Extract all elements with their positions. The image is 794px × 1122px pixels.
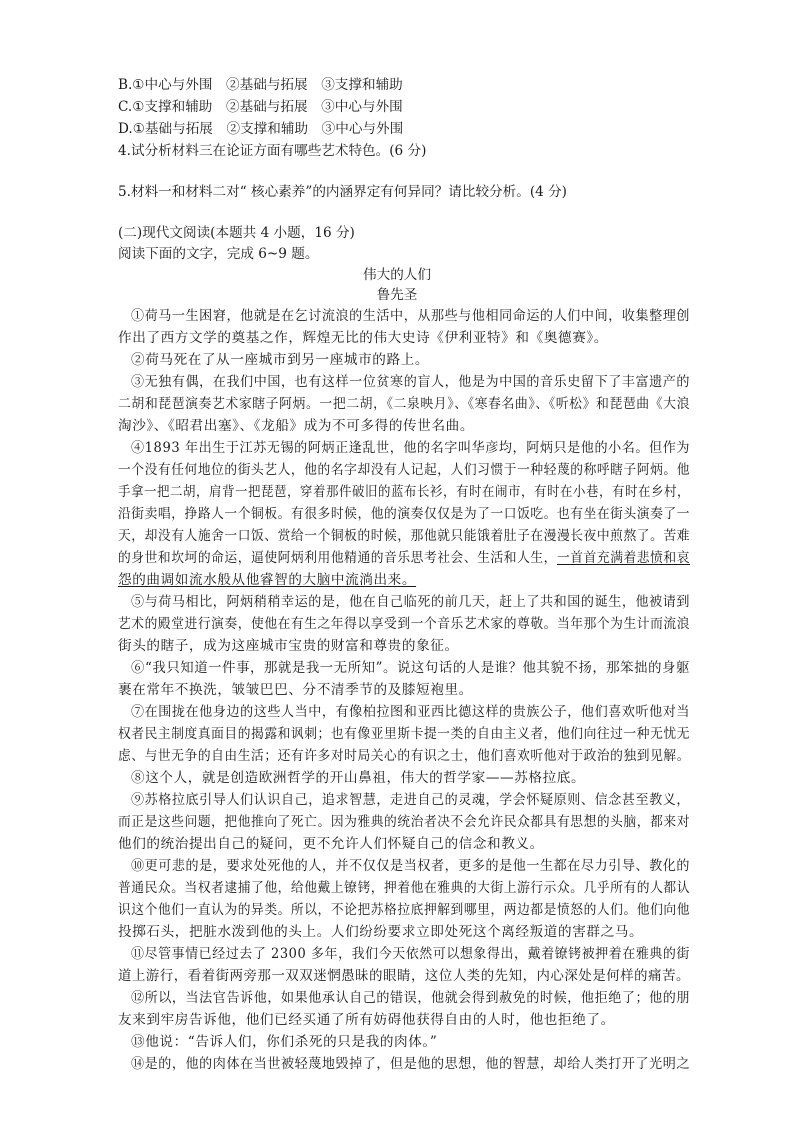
para-4-line-6 bbox=[118, 548, 690, 568]
para-7-line-1: ⑦在围拢在他身边的这些人当中，有像柏拉图和亚西比德这样的贵族公子，他们喜欢听他对当 bbox=[131, 704, 691, 720]
para-10-line-4: 投掷石头，把脏水泼到他的头上。人们纷纷要求立即处死这个离经叛道的害群之马。 bbox=[118, 924, 644, 940]
para-11-line-2: 道上游行，看着街两旁那一双双迷惘愚昧的眼睛，这位人类的先知，内心深处是何样的痛苦。 bbox=[118, 968, 691, 984]
para-6-line-1: ⑥“我只知道一件事，那就是我一无所知”。说这句话的人是谁？他其貌不扬，那笨拙的身躯 bbox=[131, 660, 690, 676]
para-3-line-3: 淘沙》、《昭君出塞》、《龙船》成为不可多得的传世名曲。 bbox=[118, 418, 475, 434]
para-4-line-5: 天，却没有人施舍一口饭、赏给一个铜板的时候，那他就只能饿着肚子在漫漫长夜中煎熬了。苦难 bbox=[118, 528, 690, 544]
option-b: B.①中心与外围 ②基础与拓展 ③支撑和辅助 bbox=[118, 77, 403, 93]
para-5-line-3: 街头的瞎子，成为这座城市宝贵的财富和尊贵的象征。 bbox=[118, 638, 459, 654]
para-4-line-2: 一个没有任何地位的街头艺人，他的名字却没有人记起，人们习惯于一种轻蔑的称呼瞎子阿炳。他 bbox=[118, 462, 690, 478]
para-8-line-1: ⑧这个人，就是创造欧洲哲学的开山鼻祖，伟大的哲学家——苏格拉底。 bbox=[131, 770, 586, 786]
option-d: D.①基础与拓展 ②支撑和辅助 ③中心与外围 bbox=[118, 121, 404, 137]
para-4-plain-text: 的身世和坎坷的命运，逼使阿炳利用他精通的音乐思考社会、生活和人生， bbox=[118, 550, 557, 566]
para-13-line-1: ⑬他说：“告诉人们，你们杀死的只是我的肉体。” bbox=[131, 1034, 438, 1050]
para-3-line-1: ③无独有偶，在我们中国，也有这样一位贫寒的盲人，他是为中国的音乐史留下了丰富遗产的 bbox=[131, 374, 691, 390]
para-10-line-3: 识这个他们一直认为的异类。所以，不论把苏格拉底押解到哪里，两边都是愤怒的人们。他们向他 bbox=[118, 902, 690, 918]
para-9-line-1: ⑨苏格拉底引导人们认识自己，追求智慧，走进自己的灵魂，学会怀疑原则、信念甚至教义， bbox=[131, 792, 691, 808]
question-4: 4.试分析材料三在论证方面有哪些艺术特色。(6 分) bbox=[118, 143, 427, 159]
para-10-line-1: ⑩更可悲的是，要求处死他的人，并不仅仅是当权者，更多的是他一生都在尽力引导、教化的 bbox=[131, 858, 691, 874]
para-9-line-3: 他们的统治提出自己的疑问，更不允许人们怀疑自己的信念和教义。 bbox=[118, 836, 544, 852]
para-9-line-2: 而正是这些问题，把他推向了死亡。因为雅典的统治者决不会允许民众都具有思想的头脑，都来对 bbox=[118, 814, 690, 830]
para-10-line-2: 普通民众。当权者逮捕了他，给他戴上镣铐，押着他在雅典的大街上游行示众。几乎所有的人都认 bbox=[118, 880, 690, 896]
para-2-line-1: ②荷马死在了从一座城市到另一座城市的路上。 bbox=[131, 352, 430, 368]
para-5-line-2: 艺术的殿堂进行演奏，使他在有生之年得以享受到一个音乐艺术家的尊敬。当年那个为生计而流浪 bbox=[118, 616, 690, 632]
para-7-line-2: 权者民主制度真面目的揭露和讽刺；也有像亚里斯卡提一类的自由主义者，他们向往过一种无忧无 bbox=[118, 726, 690, 742]
para-4-line-4: 沿街卖唱，挣路人一个铜板。有很多时候，他的演奏仅仅是为了一口饭吃。也有坐在街头演奏了一 bbox=[118, 506, 690, 522]
para-1-line-2: 作出了西方文学的奠基之作，辉煌无比的伟大史诗《伊利亚特》和《奥德赛》。 bbox=[118, 330, 608, 346]
option-c: C.①支撑和辅助 ②基础与拓展 ③中心与外围 bbox=[118, 99, 403, 115]
para-4-line-1: ④1893 年出生于江苏无锡的阿炳正逢乱世，他的名字叫华彦均，阿炳只是他的小名。但作为 bbox=[131, 440, 691, 456]
para-7-line-3: 虑、与世无争的自由生活；还有许多对时局关心的有识之士，他们喜欢听他对于政治的独到见解。 bbox=[118, 748, 690, 764]
para-4-underlined-text: 一首首充满着悲愤和哀 bbox=[556, 550, 691, 566]
para-3-line-2: 二胡和琵琶演奏艺术家瞎子阿炳。一把二胡，《二泉映月》、《寒春名曲》、《听松》和琵琶曲《大浪 bbox=[118, 396, 691, 412]
para-1-line-1: ①荷马一生困窘，他就是在乞讨流浪的生活中，从那些与他相同命运的人们中间，收集整理创 bbox=[131, 308, 691, 324]
para-14-line-1: ⑭是的，他的肉体在当世被轻蔑地毁掉了，但是他的思想，他的智慧，却给人类打开了光明之 bbox=[131, 1056, 691, 1072]
article-title: 伟大的人们 bbox=[363, 267, 431, 283]
section-instruction: 阅读下面的文字，完成 6~9 题。 bbox=[118, 246, 319, 262]
para-11-line-1: ⑪尽管事情已经过去了 2300 多年，我们今天依然可以想象得出，戴着镣铐被押着在雅典的街 bbox=[131, 946, 691, 962]
para-12-line-1: ⑫所以，当法官告诉他，如果他承认自己的错误，他就会得到赦免的时候，他拒绝了；他的朋 bbox=[131, 990, 691, 1006]
para-5-line-1: ⑤与荷马相比，阿炳稍稍幸运的是，他在自己临死的前几天，赶上了共和国的诞生，他被请到 bbox=[131, 594, 691, 610]
para-4-underlined-line: 怨的曲调如流水般从他睿智的大脑中流淌出来。 bbox=[118, 572, 417, 588]
section-heading: (二)现代文阅读(本题共 4 小题，16 分) bbox=[118, 225, 355, 241]
question-5: 5.材料一和材料二对“ 核心素养”的内涵界定有何异同？请比较分析。(4 分) bbox=[118, 184, 567, 200]
para-6-line-2: 裹在常年不换洗，皱皱巴巴、分不清季节的及膝短袍里。 bbox=[118, 682, 473, 698]
article-author: 鲁先圣 bbox=[376, 287, 418, 303]
para-4-line-3: 手拿一把二胡，肩背一把琵琶，穿着那件破旧的蓝布长衫，有时在闹市，有时在小巷，有时在乡村， bbox=[118, 484, 691, 500]
para-12-line-2: 友来到牢房告诉他，他们已经买通了所有妨碍他获得自由的人时，他也拒绝了。 bbox=[118, 1012, 615, 1028]
